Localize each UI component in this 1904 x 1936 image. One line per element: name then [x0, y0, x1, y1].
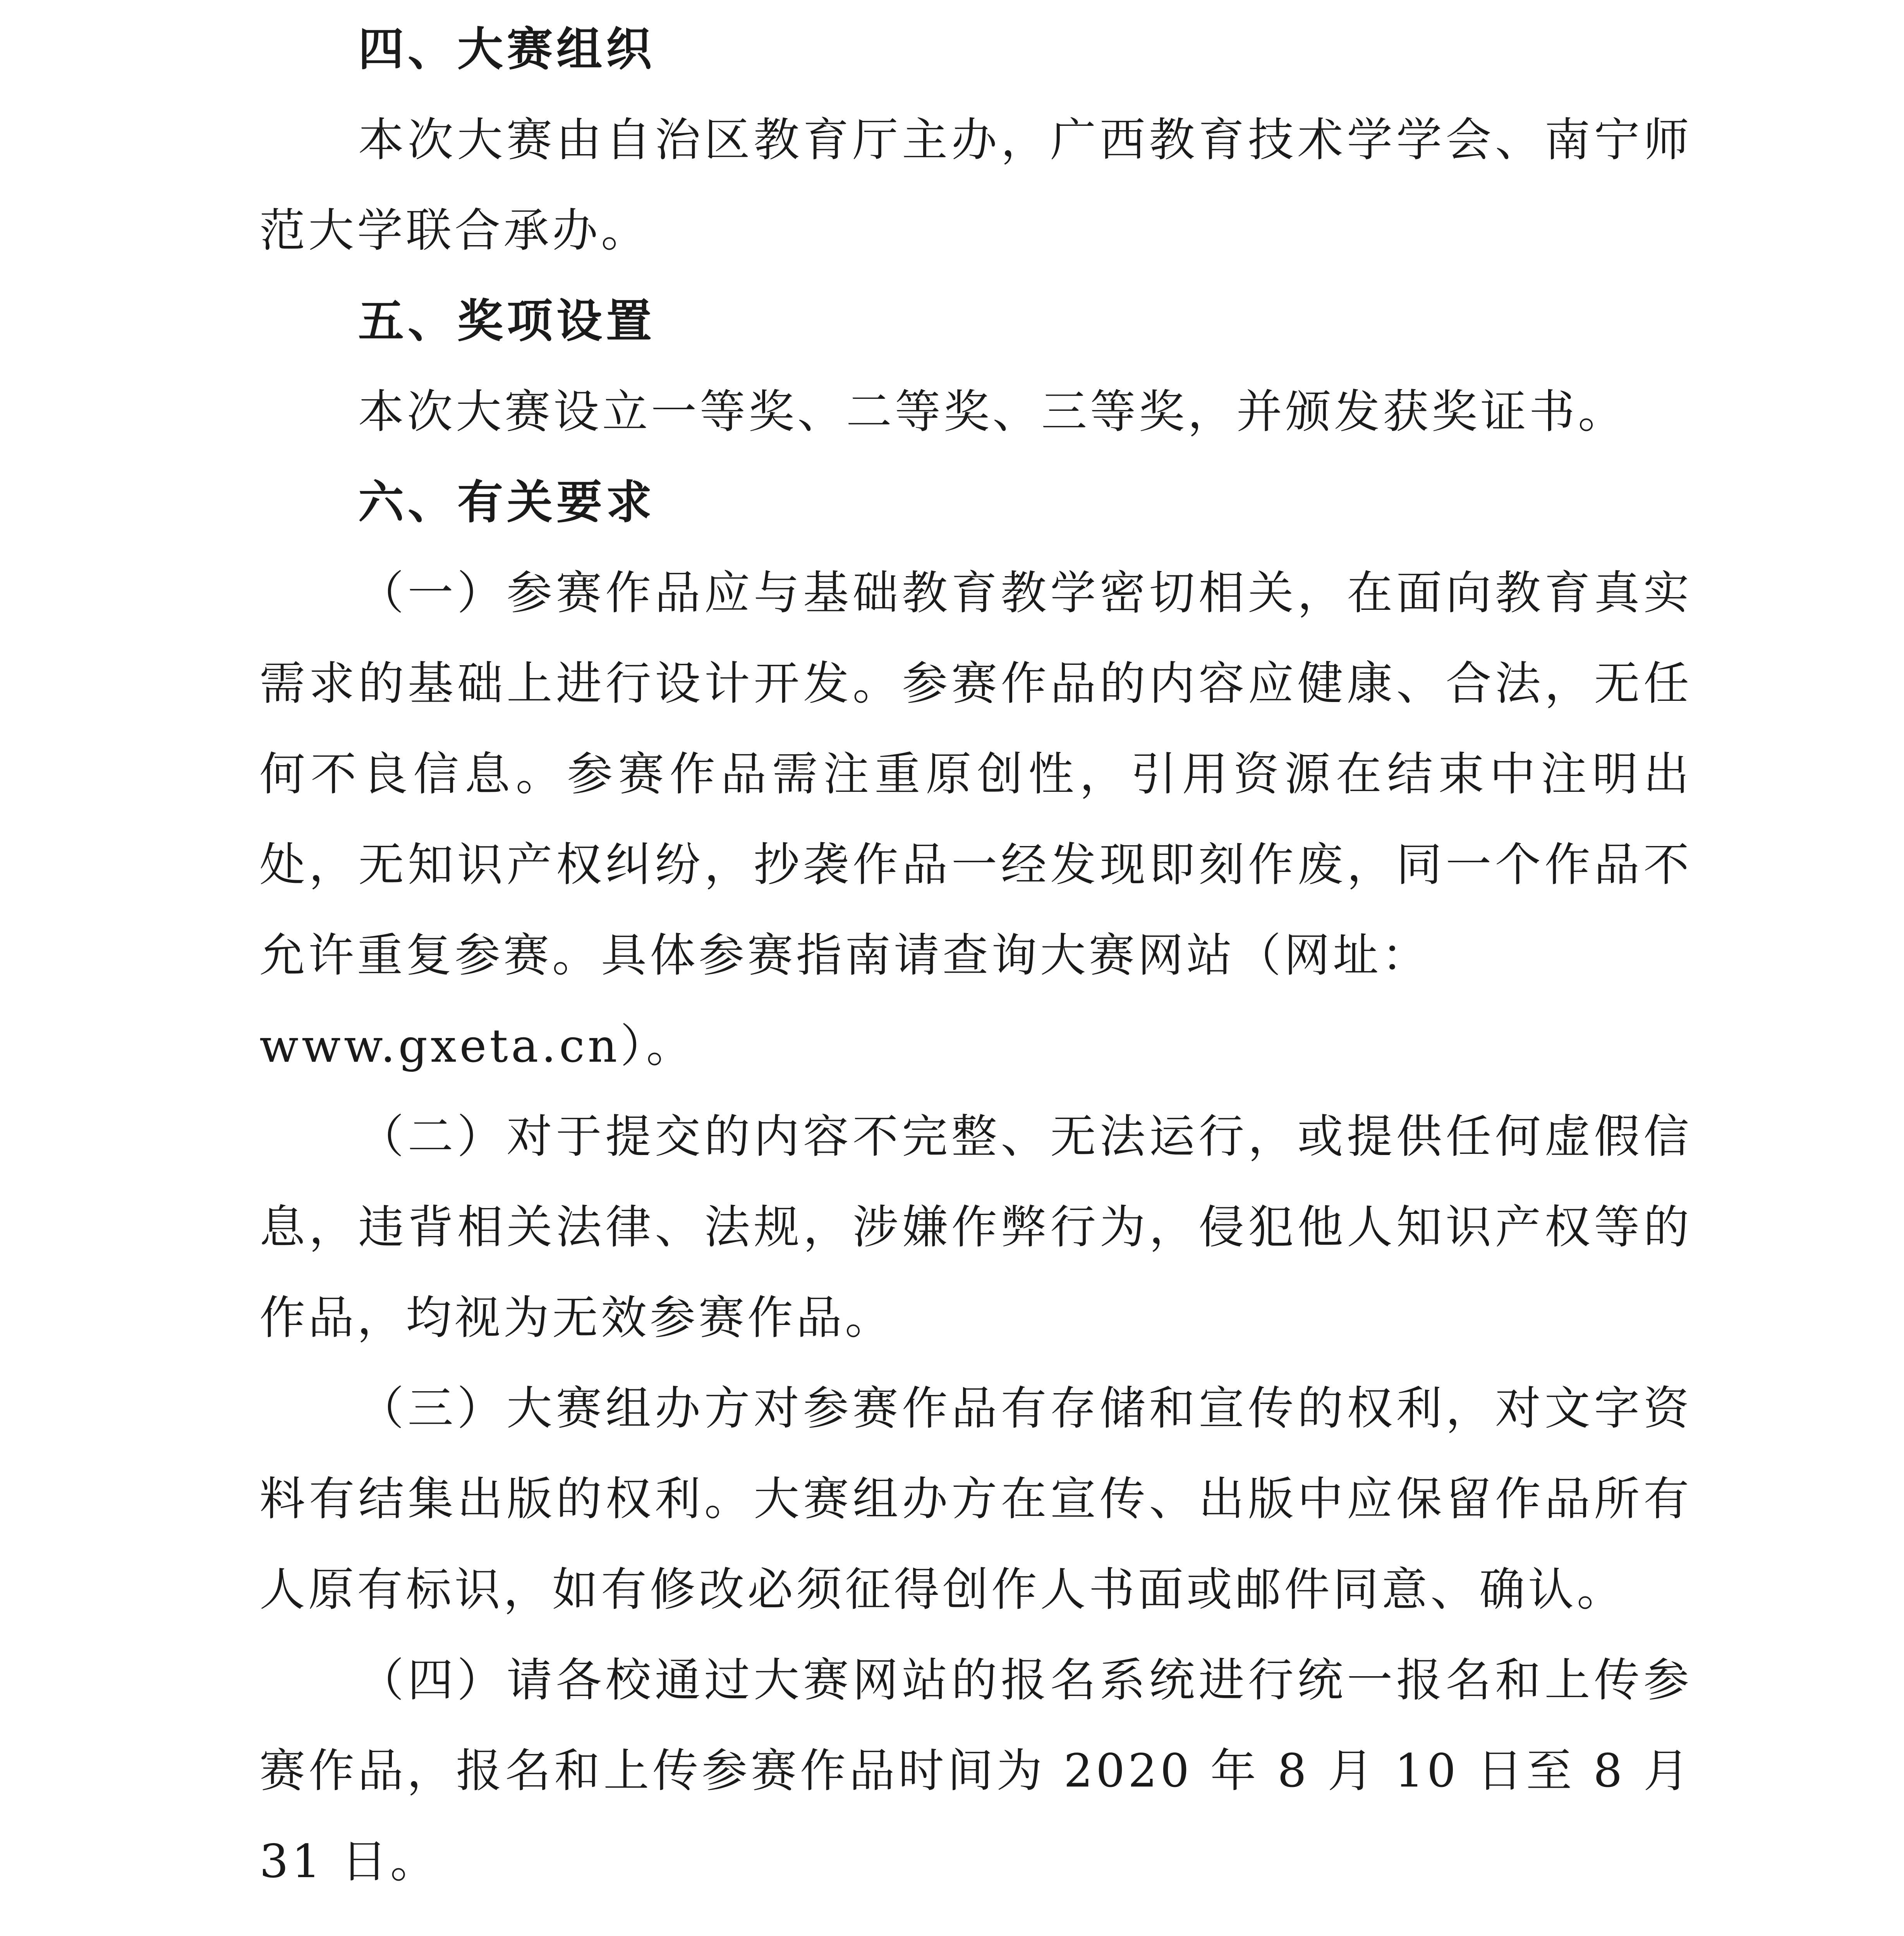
requirement-item-4: （四）请各校通过大赛网站的报名系统进行统一报名和上传参赛作品，报名和上传参赛作品时间为 2020 年 8 月 10 日至 8 月 31 日。 — [259, 1653, 1692, 1888]
section-heading-requirements: 六、有关要求 — [358, 475, 656, 529]
requirement-item-2: （二）对于提交的内容不完整、无法运行，或提供任何虚假信息，违背相关法律、法规，涉嫌作弊行为，侵犯他人知识产权等的作品，均视为无效参赛作品。 — [259, 1110, 1692, 1344]
contest-website-url: www.gxeta.cn — [259, 1019, 620, 1073]
requirement-item-1 — [259, 548, 1692, 1091]
requirement-item-3: （三）大赛组办方对参赛作品有存储和宣传的权利，对文字资料有结集出版的权利。大赛组办方在宣传、出版中应保留作品所有人原有标识，如有修改必须征得创作人书面或邮件同意、确认。 — [259, 1382, 1692, 1616]
section-body-awards: 本次大赛设立一等奖、二等奖、三等奖，并颁发获奖证书。 — [358, 385, 1627, 438]
document-body — [259, 4, 1692, 1907]
section-heading-awards: 五、奖项设置 — [358, 294, 656, 348]
requirement-item-1-text: （一）参赛作品应与基础教育教学密切相关，在面向教育真实需求的基础上进行设计开发。参赛作品的内容应健康、合法，无任何不良信息。参赛作品需注重原创性，引用资源在结束中注明出处，无知识产权纠纷，抄袭作品一经发现即刻作废，同一个作品不允许重复参赛。具体参赛指南请查询大赛网站（网址： — [259, 566, 1692, 982]
section-heading-organization: 四、大赛组织 — [358, 22, 656, 76]
section-body-organization: 本次大赛由自治区教育厅主办，广西教育技术学学会、南宁师范大学联合承办。 — [259, 113, 1692, 257]
requirement-item-1-tail: ）。 — [620, 1019, 695, 1073]
